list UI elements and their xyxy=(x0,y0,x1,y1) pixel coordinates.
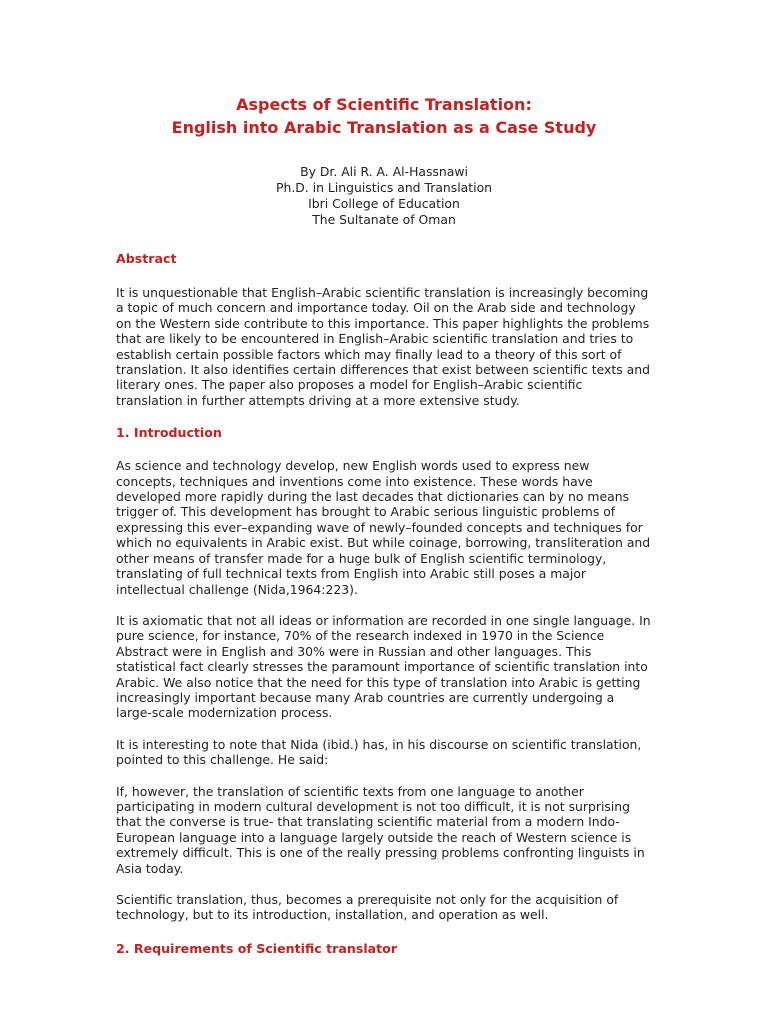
author-byline xyxy=(116,164,652,228)
author-college: Ibri College of Education xyxy=(308,196,460,211)
intro-quote-paragraph: If, however, the translation of scientific texts from one language to another participating in modern cultural development is not too difficult, it is not surprising that the converse is true- that translating scientific material from a modern Indo-European language into a language largely outside the reach of Western science is extremely difficult. This is one of the really pressing problems confronting linguists in Asia today. xyxy=(116,783,645,876)
title-line-1: Aspects of Scientific Translation: xyxy=(236,95,532,114)
author-name: By Dr. Ali R. A. Al-Hassnawi xyxy=(300,164,468,179)
intro-paragraph-3: It is interesting to note that Nida (ibid.) has, in his discourse on scientific translation, pointed to this challenge. He said: xyxy=(116,736,642,768)
abstract-heading: Abstract xyxy=(116,251,177,266)
requirements-heading: 2. Requirements of Scientific translator xyxy=(116,940,398,956)
intro-paragraph-1: As science and technology develop, new English words used to express new concepts, techniques and inventions come into existence. These words have developed more rapidly during the last decades that dictionaries can by no means trigger of. This development has brought to Arabic serious linguistic problems of expressing this ever–expanding wave of newly–founded concepts and techniques for which no equivalents in Arabic exist. But while coinage, borrowing, transliteration and other means of transfer made for a huge bulk of English scientific terminology, translating of full technical texts from English into Arabic still poses a major intellectual challenge (Nida,1964:223). xyxy=(116,458,651,597)
author-country: The Sultanate of Oman xyxy=(312,212,456,227)
abstract-paragraph: It is unquestionable that English–Arabic scientific translation is increasingly becoming a topic of much concern and importance today. Oil on the Arab side and technology on the Western side contribute to this importance. This paper highlights the problems that are likely to be encountered in English–Arabic scientific translation and tries to establish certain possible factors which may finally lead to a theory of this sort of translation. It also identifies certain differences that exist between scientific texts and literary ones. The paper also proposes a model for English–Arabic scientific translation in further attempts driving at a more extensive study. xyxy=(116,285,650,408)
document-title xyxy=(116,93,652,139)
intro-paragraph-5: Scientific translation, thus, becomes a prerequisite not only for the acquisition of technology, but to its introduction, installation, and operation as well. xyxy=(116,892,619,923)
introduction-heading: 1. Introduction xyxy=(116,425,222,441)
author-degree: Ph.D. in Linguistics and Translation xyxy=(276,180,492,195)
intro-paragraph-2: It is axiomatic that not all ideas or information are recorded in one single language. In pure science, for instance, 70% of the research indexed in 1970 in the Science Abstract were in English and 30% were in Russian and other languages. This statistical fact clearly stresses the paramount importance of scientific translation into Arabic. We also notice that the need for this type of translation into Arabic is getting increasingly important because many Arab countries are currently undergoing a large-scale modernization process. xyxy=(116,612,651,721)
title-line-2: English into Arabic Translation as a Case Study xyxy=(171,118,597,137)
